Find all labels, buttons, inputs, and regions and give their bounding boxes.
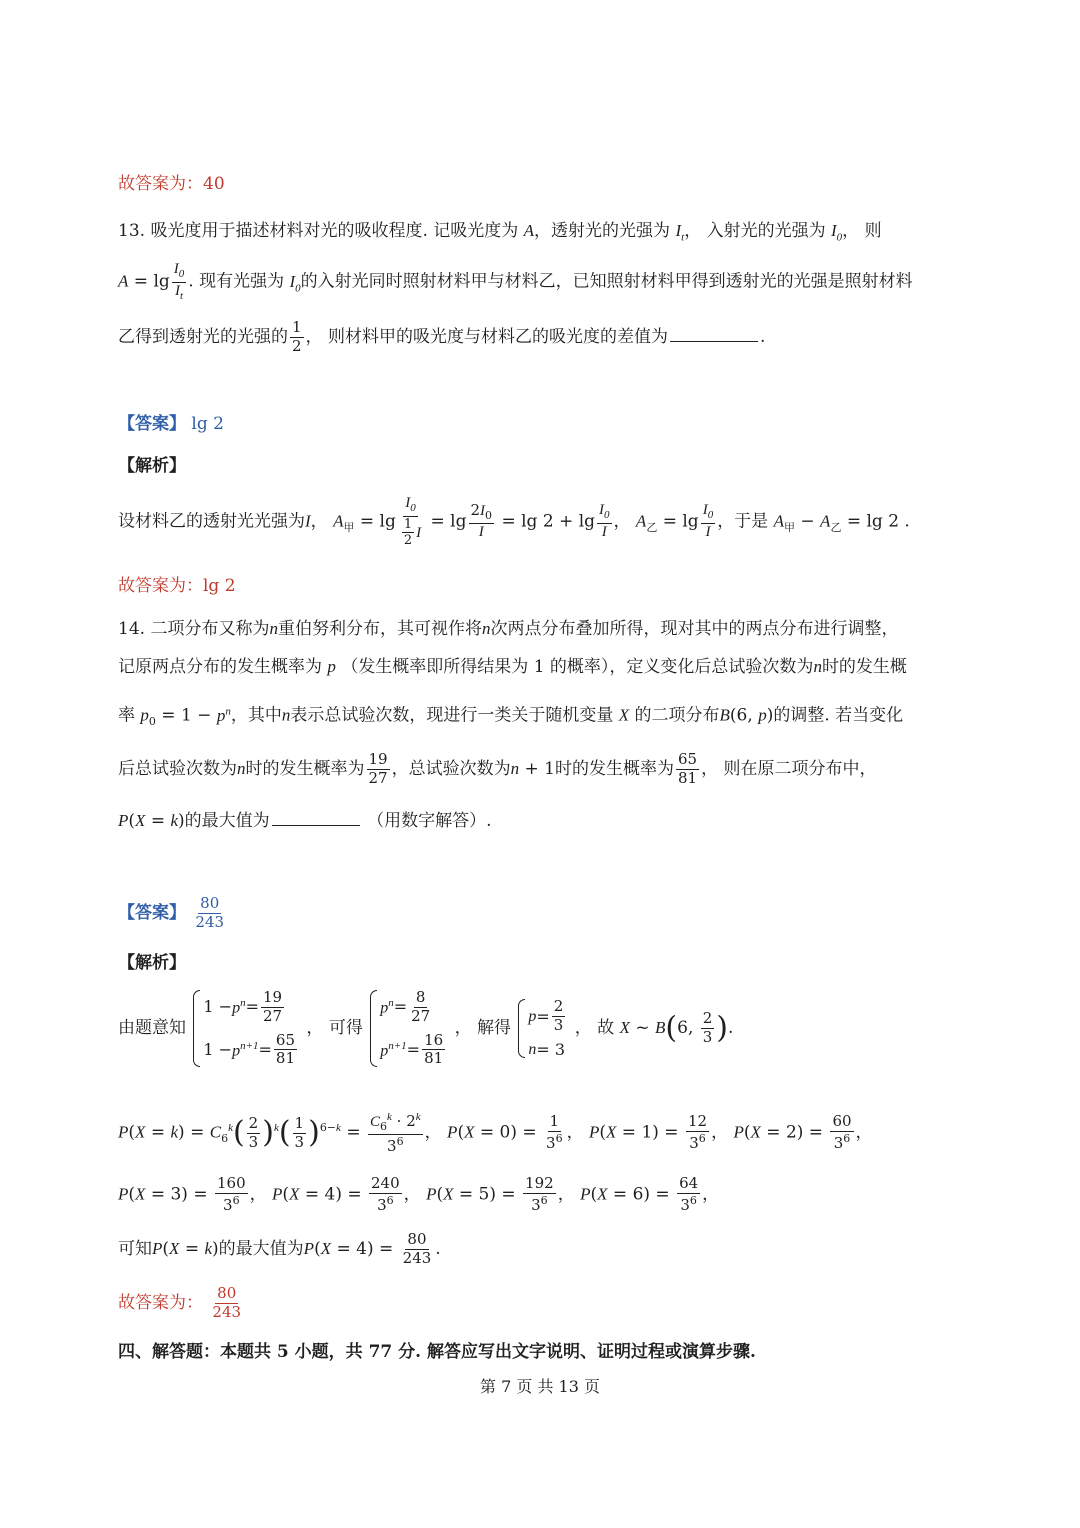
- q14-pmf: $P(X = k) = C_6^k$( $\frac{2}{3}$ )$^k$( $\frac{1}{3}$ )$^{6-k}$ = $\frac{C_6^k \cdot 2^k}{3^6}$ ， P(X = 0) = $\frac{1}{3^6}$ ， P(X = 1) = $\frac{12}{3^6}$ ， P(X = 2) = $\frac{60}{3^6}$ ，: [118, 1111, 873, 1155]
- section-heading: 四、解答题：本题共 5 小题，共 77 分. 解答应写出文字说明、证明过程或演算步骤.: [118, 1342, 756, 1362]
- q14-final-answer: 故答案为： $\frac{80}{243}$: [118, 1284, 242, 1321]
- previous-final-answer: 故答案为：40: [118, 174, 225, 194]
- q14-answer: 【答案】 $\frac{80}{243}$: [118, 894, 225, 931]
- q13-line3: 乙得到透射光的光强的 $\frac{1}{2}$ ， 则材料甲的吸光度与材料乙的吸光度的差值为 .: [118, 318, 766, 355]
- answer-blank: [272, 823, 360, 826]
- q14-system: 由题意知 1 − $p^n$ = $\frac{19}{27}$ 1 − $p^{n+1}$ = $\frac{65}{81}$ ， 可得 $p^n$ = $\frac{8}{27}$ $p^{n+1}$ = $\frac{16}{81}$ ， 解得 p = $\frac{2}{3}$ n = 3 ， 故 X ~ B(6, $\frac{2}{3}$ ).: [118, 988, 734, 1068]
- q14-analysis-label: 【解析】: [118, 953, 186, 973]
- q13-line2: A = lg $\frac{I_0}{I_t}$ . 现有光强为 $I_0$的入射光同时照射材料甲与材料乙，已知照射材料甲得到透射光的光强是照射材料: [118, 261, 913, 302]
- page-number: 第 7 页 共 13 页: [480, 1377, 600, 1396]
- q14-pmf-2: P(X = 3) = $\frac{160}{3^6}$ ， P(X = 4) = $\frac{240}{3^6}$ ， P(X = 5) = $\frac{192}{3^6}$ ， P(X = 6) = $\frac{64}{3^6}$ ，: [118, 1174, 720, 1214]
- q14-conclusion: 可知P(X = k)的最大值为P(X = 4) = $\frac{80}{243}$ .: [118, 1230, 441, 1267]
- q13-analysis-label: 【解析】: [118, 456, 186, 476]
- q13-final-answer: 故答案为：lg 2: [118, 576, 236, 596]
- q14-line4: 后总试验次数为n时的发生概率为 $\frac{19}{27}$ ，总试验次数为n + 1时的发生概率为 $\frac{65}{81}$ ， 则在原二项分布中，: [118, 750, 877, 787]
- q14-line1: 14. 二项分布又称为n重伯努利分布，其可视作将n次两点分布叠加所得，现对其中的两点分布进行调整，: [118, 619, 899, 639]
- q14-line5: P(X = k)的最大值为 （用数字解答）.: [118, 811, 492, 831]
- answer-blank: [670, 339, 758, 342]
- q14-line3: 率 $p_0 = 1 - p^n$，其中n表示总试验次数，现进行一类关于随机变量 X 的二项分布B(6, p)的调整. 若当变化: [118, 705, 904, 729]
- q14-line2: 记原两点分布的发生概率为 p （发生概率即所得结果为 1 的概率），定义变化后总试验次数为n时的发生概: [118, 657, 907, 677]
- q13-analysis: 设材料乙的透射光光强为I， $A_甲 = \lg$ $I_0$ $\frac{1}{2}$ I = lg $\frac{2I_0}{I}$ = lg 2 + lg $\frac{I_0}{I}$ ， $A_乙 = \lg$ $\frac{I_0}{I}$ ，于是 $A_甲 - A_乙 = \lg 2$ .: [118, 495, 910, 549]
- q13-answer: 【答案】 lg 2: [118, 414, 224, 434]
- q13-line1: 13. 吸光度用于描述材料对光的吸收程度. 记吸光度为 A，透射光的光强为 $I_t$， 入射光的光强为 $I_0$， 则: [118, 221, 882, 244]
